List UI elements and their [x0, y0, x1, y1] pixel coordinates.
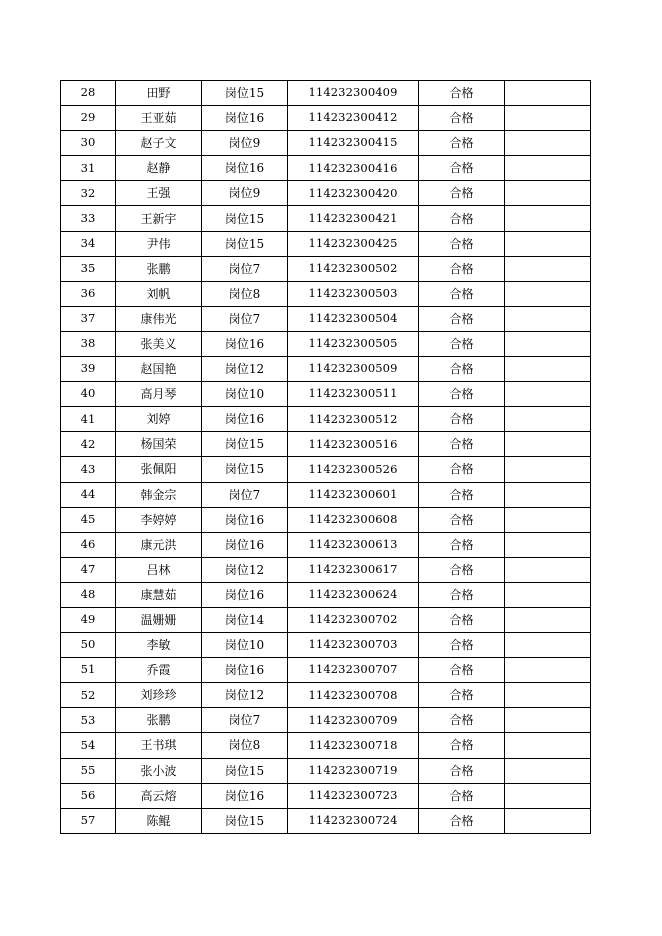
exam-id-cell: 114232300718	[288, 733, 419, 758]
candidate-name-cell: 王书琪	[116, 733, 202, 758]
position-cell: 岗位8	[202, 281, 288, 306]
note-cell	[505, 808, 591, 833]
note-cell	[505, 206, 591, 231]
table-row	[61, 357, 591, 382]
row-number-cell: 40	[61, 382, 116, 407]
position-cell: 岗位16	[202, 582, 288, 607]
result-cell: 合格	[419, 457, 505, 482]
table-row	[61, 331, 591, 356]
result-cell: 合格	[419, 281, 505, 306]
note-cell	[505, 532, 591, 557]
exam-id-cell: 114232300412	[288, 106, 419, 131]
exam-id-cell: 114232300516	[288, 432, 419, 457]
table-row	[61, 633, 591, 658]
table-row	[61, 808, 591, 833]
note-cell	[505, 432, 591, 457]
exam-id-cell: 114232300504	[288, 306, 419, 331]
candidate-name-cell: 王亚茹	[116, 106, 202, 131]
position-cell: 岗位12	[202, 357, 288, 382]
exam-id-cell: 114232300719	[288, 758, 419, 783]
position-cell: 岗位15	[202, 808, 288, 833]
exam-id-cell: 114232300511	[288, 382, 419, 407]
note-cell	[505, 81, 591, 106]
results-table-body	[61, 81, 591, 834]
row-number-cell: 48	[61, 582, 116, 607]
position-cell: 岗位14	[202, 607, 288, 632]
table-row	[61, 206, 591, 231]
table-row	[61, 231, 591, 256]
note-cell	[505, 331, 591, 356]
candidate-name-cell: 韩金宗	[116, 482, 202, 507]
note-cell	[505, 457, 591, 482]
note-cell	[505, 306, 591, 331]
row-number-cell: 28	[61, 81, 116, 106]
position-cell: 岗位9	[202, 131, 288, 156]
exam-id-cell: 114232300601	[288, 482, 419, 507]
candidate-name-cell: 张美义	[116, 331, 202, 356]
exam-id-cell: 114232300613	[288, 532, 419, 557]
table-row	[61, 607, 591, 632]
candidate-name-cell: 李敏	[116, 633, 202, 658]
candidate-name-cell: 刘帆	[116, 281, 202, 306]
table-row	[61, 582, 591, 607]
candidate-name-cell: 高云熔	[116, 783, 202, 808]
result-cell: 合格	[419, 532, 505, 557]
table-row	[61, 407, 591, 432]
row-number-cell: 56	[61, 783, 116, 808]
row-number-cell: 29	[61, 106, 116, 131]
result-cell: 合格	[419, 407, 505, 432]
exam-id-cell: 114232300724	[288, 808, 419, 833]
row-number-cell: 38	[61, 331, 116, 356]
row-number-cell: 32	[61, 181, 116, 206]
exam-id-cell: 114232300708	[288, 683, 419, 708]
row-number-cell: 45	[61, 507, 116, 532]
result-cell: 合格	[419, 507, 505, 532]
candidate-name-cell: 刘婷	[116, 407, 202, 432]
row-number-cell: 52	[61, 683, 116, 708]
row-number-cell: 55	[61, 758, 116, 783]
exam-id-cell: 114232300512	[288, 407, 419, 432]
position-cell: 岗位7	[202, 256, 288, 281]
exam-id-cell: 114232300502	[288, 256, 419, 281]
note-cell	[505, 708, 591, 733]
position-cell: 岗位15	[202, 758, 288, 783]
table-row	[61, 181, 591, 206]
note-cell	[505, 607, 591, 632]
exam-id-cell: 114232300505	[288, 331, 419, 356]
row-number-cell: 30	[61, 131, 116, 156]
exam-id-cell: 114232300624	[288, 582, 419, 607]
result-cell: 合格	[419, 156, 505, 181]
candidate-name-cell: 赵国艳	[116, 357, 202, 382]
position-cell: 岗位16	[202, 106, 288, 131]
result-cell: 合格	[419, 582, 505, 607]
result-cell: 合格	[419, 633, 505, 658]
result-cell: 合格	[419, 181, 505, 206]
note-cell	[505, 106, 591, 131]
candidate-name-cell: 刘珍珍	[116, 683, 202, 708]
table-row	[61, 507, 591, 532]
position-cell: 岗位16	[202, 532, 288, 557]
position-cell: 岗位15	[202, 81, 288, 106]
result-cell: 合格	[419, 432, 505, 457]
note-cell	[505, 507, 591, 532]
position-cell: 岗位9	[202, 181, 288, 206]
row-number-cell: 49	[61, 607, 116, 632]
position-cell: 岗位7	[202, 708, 288, 733]
candidate-name-cell: 张鹏	[116, 708, 202, 733]
table-row	[61, 281, 591, 306]
row-number-cell: 33	[61, 206, 116, 231]
note-cell	[505, 231, 591, 256]
result-cell: 合格	[419, 482, 505, 507]
row-number-cell: 36	[61, 281, 116, 306]
position-cell: 岗位15	[202, 457, 288, 482]
exam-id-cell: 114232300409	[288, 81, 419, 106]
row-number-cell: 42	[61, 432, 116, 457]
position-cell: 岗位7	[202, 482, 288, 507]
note-cell	[505, 181, 591, 206]
row-number-cell: 37	[61, 306, 116, 331]
exam-id-cell: 114232300421	[288, 206, 419, 231]
row-number-cell: 47	[61, 557, 116, 582]
candidate-name-cell: 乔霞	[116, 658, 202, 683]
table-row	[61, 482, 591, 507]
result-cell: 合格	[419, 783, 505, 808]
exam-id-cell: 114232300723	[288, 783, 419, 808]
result-cell: 合格	[419, 808, 505, 833]
exam-id-cell: 114232300703	[288, 633, 419, 658]
position-cell: 岗位16	[202, 407, 288, 432]
exam-id-cell: 114232300702	[288, 607, 419, 632]
table-row	[61, 733, 591, 758]
position-cell: 岗位7	[202, 306, 288, 331]
note-cell	[505, 482, 591, 507]
exam-id-cell: 114232300526	[288, 457, 419, 482]
note-cell	[505, 256, 591, 281]
note-cell	[505, 758, 591, 783]
result-cell: 合格	[419, 758, 505, 783]
result-cell: 合格	[419, 658, 505, 683]
result-cell: 合格	[419, 708, 505, 733]
candidate-name-cell: 赵子文	[116, 131, 202, 156]
row-number-cell: 39	[61, 357, 116, 382]
result-cell: 合格	[419, 256, 505, 281]
table-row	[61, 106, 591, 131]
table-row	[61, 382, 591, 407]
table-row	[61, 457, 591, 482]
row-number-cell: 31	[61, 156, 116, 181]
row-number-cell: 53	[61, 708, 116, 733]
row-number-cell: 50	[61, 633, 116, 658]
note-cell	[505, 557, 591, 582]
position-cell: 岗位12	[202, 683, 288, 708]
position-cell: 岗位16	[202, 783, 288, 808]
position-cell: 岗位10	[202, 633, 288, 658]
position-cell: 岗位15	[202, 432, 288, 457]
result-cell: 合格	[419, 206, 505, 231]
result-cell: 合格	[419, 81, 505, 106]
row-number-cell: 43	[61, 457, 116, 482]
note-cell	[505, 382, 591, 407]
table-row	[61, 81, 591, 106]
note-cell	[505, 131, 591, 156]
table-row	[61, 306, 591, 331]
table-row	[61, 532, 591, 557]
result-cell: 合格	[419, 557, 505, 582]
row-number-cell: 41	[61, 407, 116, 432]
candidate-name-cell: 康元洪	[116, 532, 202, 557]
result-cell: 合格	[419, 357, 505, 382]
exam-id-cell: 114232300503	[288, 281, 419, 306]
exam-id-cell: 114232300509	[288, 357, 419, 382]
result-cell: 合格	[419, 131, 505, 156]
note-cell	[505, 783, 591, 808]
result-cell: 合格	[419, 382, 505, 407]
note-cell	[505, 357, 591, 382]
position-cell: 岗位12	[202, 557, 288, 582]
position-cell: 岗位8	[202, 733, 288, 758]
result-cell: 合格	[419, 331, 505, 356]
candidate-name-cell: 杨国荣	[116, 432, 202, 457]
note-cell	[505, 582, 591, 607]
note-cell	[505, 733, 591, 758]
table-row	[61, 256, 591, 281]
candidate-name-cell: 张佩阳	[116, 457, 202, 482]
candidate-name-cell: 吕林	[116, 557, 202, 582]
candidate-name-cell: 李婷婷	[116, 507, 202, 532]
table-row	[61, 131, 591, 156]
results-table	[60, 80, 591, 834]
row-number-cell: 57	[61, 808, 116, 833]
row-number-cell: 34	[61, 231, 116, 256]
candidate-name-cell: 王新宇	[116, 206, 202, 231]
exam-id-cell: 114232300617	[288, 557, 419, 582]
candidate-name-cell: 高月琴	[116, 382, 202, 407]
exam-id-cell: 114232300707	[288, 658, 419, 683]
row-number-cell: 46	[61, 532, 116, 557]
result-cell: 合格	[419, 733, 505, 758]
table-row	[61, 683, 591, 708]
position-cell: 岗位16	[202, 507, 288, 532]
table-row	[61, 557, 591, 582]
result-cell: 合格	[419, 683, 505, 708]
candidate-name-cell: 温姗姗	[116, 607, 202, 632]
row-number-cell: 35	[61, 256, 116, 281]
result-cell: 合格	[419, 607, 505, 632]
exam-id-cell: 114232300415	[288, 131, 419, 156]
table-row	[61, 432, 591, 457]
note-cell	[505, 407, 591, 432]
row-number-cell: 44	[61, 482, 116, 507]
candidate-name-cell: 康伟光	[116, 306, 202, 331]
exam-id-cell: 114232300420	[288, 181, 419, 206]
table-row	[61, 708, 591, 733]
position-cell: 岗位16	[202, 331, 288, 356]
note-cell	[505, 156, 591, 181]
table-row	[61, 156, 591, 181]
position-cell: 岗位15	[202, 231, 288, 256]
candidate-name-cell: 赵静	[116, 156, 202, 181]
position-cell: 岗位16	[202, 658, 288, 683]
candidate-name-cell: 王强	[116, 181, 202, 206]
candidate-name-cell: 尹伟	[116, 231, 202, 256]
table-row	[61, 758, 591, 783]
table-row	[61, 658, 591, 683]
row-number-cell: 54	[61, 733, 116, 758]
position-cell: 岗位10	[202, 382, 288, 407]
exam-id-cell: 114232300608	[288, 507, 419, 532]
candidate-name-cell: 陈鲲	[116, 808, 202, 833]
result-cell: 合格	[419, 106, 505, 131]
note-cell	[505, 633, 591, 658]
table-row	[61, 783, 591, 808]
note-cell	[505, 683, 591, 708]
row-number-cell: 51	[61, 658, 116, 683]
note-cell	[505, 281, 591, 306]
position-cell: 岗位15	[202, 206, 288, 231]
candidate-name-cell: 田野	[116, 81, 202, 106]
exam-id-cell: 114232300416	[288, 156, 419, 181]
exam-id-cell: 114232300709	[288, 708, 419, 733]
result-cell: 合格	[419, 231, 505, 256]
candidate-name-cell: 康慧茹	[116, 582, 202, 607]
candidate-name-cell: 张小波	[116, 758, 202, 783]
position-cell: 岗位16	[202, 156, 288, 181]
candidate-name-cell: 张鹏	[116, 256, 202, 281]
note-cell	[505, 658, 591, 683]
result-cell: 合格	[419, 306, 505, 331]
exam-id-cell: 114232300425	[288, 231, 419, 256]
